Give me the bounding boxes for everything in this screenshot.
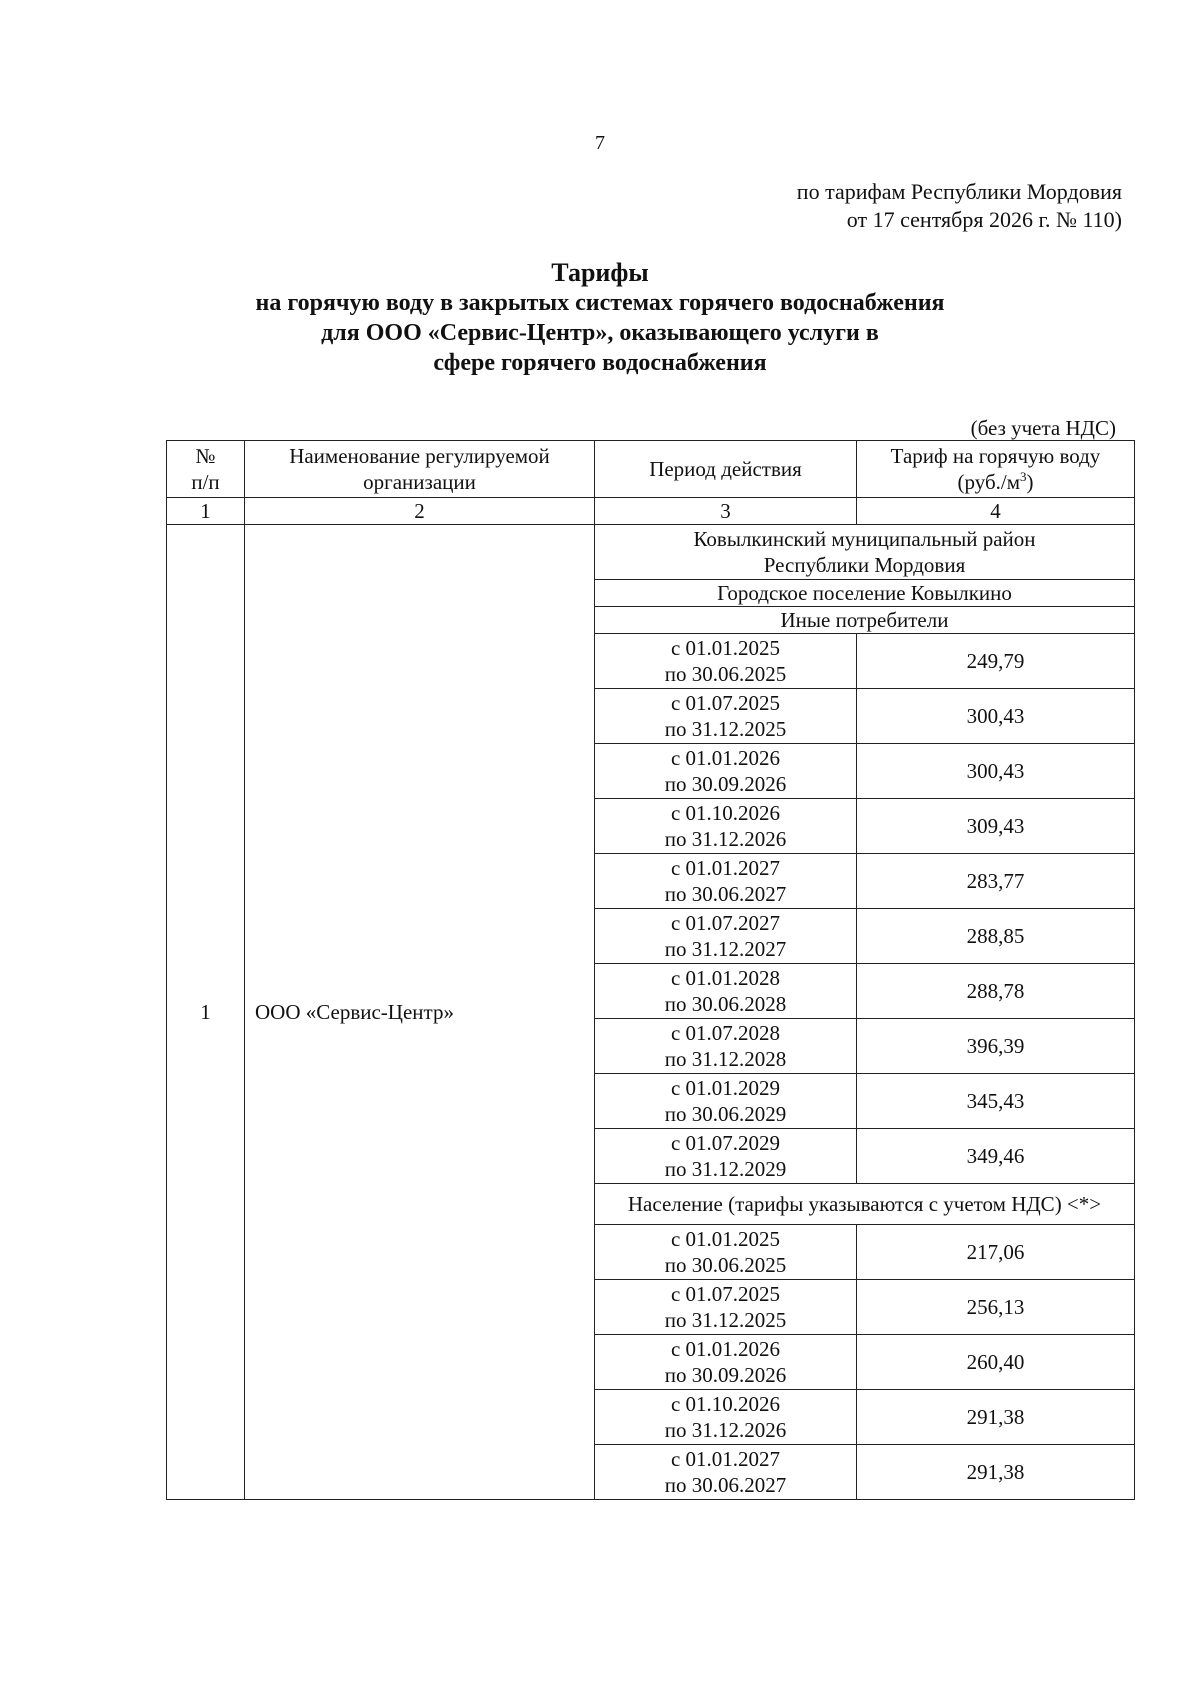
header-tariff	[857, 441, 1135, 498]
unit-prefix: (руб./м	[957, 470, 1020, 494]
tariff-value: 249,79	[857, 634, 1135, 689]
header-reference-line2: от 17 сентября 2026 г. № 110)	[846, 207, 1122, 232]
period-to: по 30.09.2026	[664, 772, 787, 796]
period-cell	[595, 1390, 857, 1445]
period-cell	[595, 1074, 857, 1129]
period-to: по 31.12.2027	[664, 937, 787, 961]
period-to: по 31.12.2026	[664, 827, 787, 851]
period-cell	[595, 1225, 857, 1280]
period-to: по 30.06.2025	[664, 1253, 787, 1277]
period-to: по 30.06.2028	[664, 992, 787, 1016]
tariff-value: 345,43	[857, 1074, 1135, 1129]
period-from: с 01.07.2027	[670, 911, 781, 935]
period-from: с 01.01.2029	[670, 1076, 781, 1100]
tariff-value: 300,43	[857, 689, 1135, 744]
period-cell	[595, 1129, 857, 1184]
period-from: с 01.07.2025	[670, 1282, 781, 1306]
tariff-value: 300,43	[857, 744, 1135, 799]
tariff-value: 288,85	[857, 909, 1135, 964]
period-cell	[595, 1445, 857, 1500]
period-from: с 01.07.2028	[670, 1021, 781, 1045]
period-to: по 31.12.2025	[664, 1308, 787, 1332]
period-from: с 01.10.2026	[670, 1392, 781, 1416]
header-number-line1: №	[195, 444, 216, 468]
period-cell	[595, 634, 857, 689]
document-title	[150, 258, 1050, 378]
period-from: с 01.01.2027	[670, 856, 781, 880]
period-to: по 30.09.2026	[664, 1363, 787, 1387]
period-cell	[595, 1019, 857, 1074]
title-line2: на горячую воду в закрытых системах горячего водоснабжения	[255, 290, 945, 316]
header-reference-line1: по тарифам Республики Мордовия	[796, 179, 1122, 204]
tariff-value: 349,46	[857, 1129, 1135, 1184]
header-reference	[797, 178, 1122, 234]
header-row	[167, 441, 1135, 498]
period-to: по 31.12.2025	[664, 717, 787, 741]
header-number	[167, 441, 245, 498]
header-organization: Наименование регулируемой организации	[245, 441, 595, 498]
column-number: 3	[595, 498, 857, 525]
period-cell	[595, 1280, 857, 1335]
header-tariff-label: Тариф на горячую воду	[890, 444, 1101, 468]
header-period: Период действия	[595, 441, 857, 498]
period-from: с 01.01.2027	[670, 1447, 781, 1471]
period-from: с 01.01.2025	[670, 1227, 781, 1251]
period-cell	[595, 799, 857, 854]
row-number: 1	[167, 525, 245, 1500]
period-cell	[595, 964, 857, 1019]
settlement-name: Городское поселение Ковылкино	[595, 580, 1135, 607]
tariff-value: 291,38	[857, 1390, 1135, 1445]
page-number: 7	[595, 132, 605, 154]
period-from: с 01.01.2026	[670, 1337, 781, 1361]
tariff-value: 260,40	[857, 1335, 1135, 1390]
period-to: по 30.06.2027	[664, 882, 787, 906]
tariff-value: 283,77	[857, 854, 1135, 909]
column-number-row	[167, 498, 1135, 525]
header-tariff-unit	[861, 469, 1130, 495]
period-cell	[595, 744, 857, 799]
period-cell	[595, 909, 857, 964]
column-number: 1	[167, 498, 245, 525]
unit-sup: 3	[1020, 469, 1027, 484]
period-from: с 01.10.2026	[670, 801, 781, 825]
column-number: 2	[245, 498, 595, 525]
column-number: 4	[857, 498, 1135, 525]
period-from: с 01.07.2029	[670, 1131, 781, 1155]
tariff-value: 396,39	[857, 1019, 1135, 1074]
period-to: по 31.12.2029	[664, 1157, 787, 1181]
group-population-label: Население (тарифы указываются с учетом НДС) <*>	[595, 1184, 1135, 1225]
period-from: с 01.07.2025	[670, 691, 781, 715]
header-number-line2: п/п	[191, 470, 220, 494]
period-from: с 01.01.2026	[670, 746, 781, 770]
title-line3: для ООО «Сервис-Центр», оказывающего услуги в	[321, 320, 879, 346]
period-from: с 01.01.2028	[670, 966, 781, 990]
period-to: по 30.06.2025	[664, 662, 787, 686]
district-row	[167, 525, 1135, 580]
district-name	[595, 525, 1135, 580]
tariff-table	[166, 440, 1135, 1500]
period-from: с 01.01.2025	[670, 636, 781, 660]
period-cell	[595, 689, 857, 744]
group-other-label: Иные потребители	[595, 607, 1135, 634]
tariff-value: 309,43	[857, 799, 1135, 854]
tariff-value: 217,06	[857, 1225, 1135, 1280]
period-to: по 30.06.2027	[664, 1473, 787, 1497]
district-line2: Республики Мордовия	[763, 553, 966, 577]
period-cell	[595, 854, 857, 909]
tariff-value: 291,38	[857, 1445, 1135, 1500]
unit-suffix: )	[1026, 470, 1034, 494]
period-to: по 30.06.2029	[664, 1102, 787, 1126]
tariff-value: 288,78	[857, 964, 1135, 1019]
district-line1: Ковылкинский муниципальный район	[693, 527, 1036, 551]
period-to: по 31.12.2026	[664, 1418, 787, 1442]
tariff-value: 256,13	[857, 1280, 1135, 1335]
period-to: по 31.12.2028	[664, 1047, 787, 1071]
title-line1: Тарифы	[551, 258, 649, 287]
organization-name: ООО «Сервис-Центр»	[245, 525, 595, 1500]
period-cell	[595, 1335, 857, 1390]
vat-note: (без учета НДС)	[970, 416, 1116, 440]
title-line4: сфере горячего водоснабжения	[433, 350, 767, 376]
